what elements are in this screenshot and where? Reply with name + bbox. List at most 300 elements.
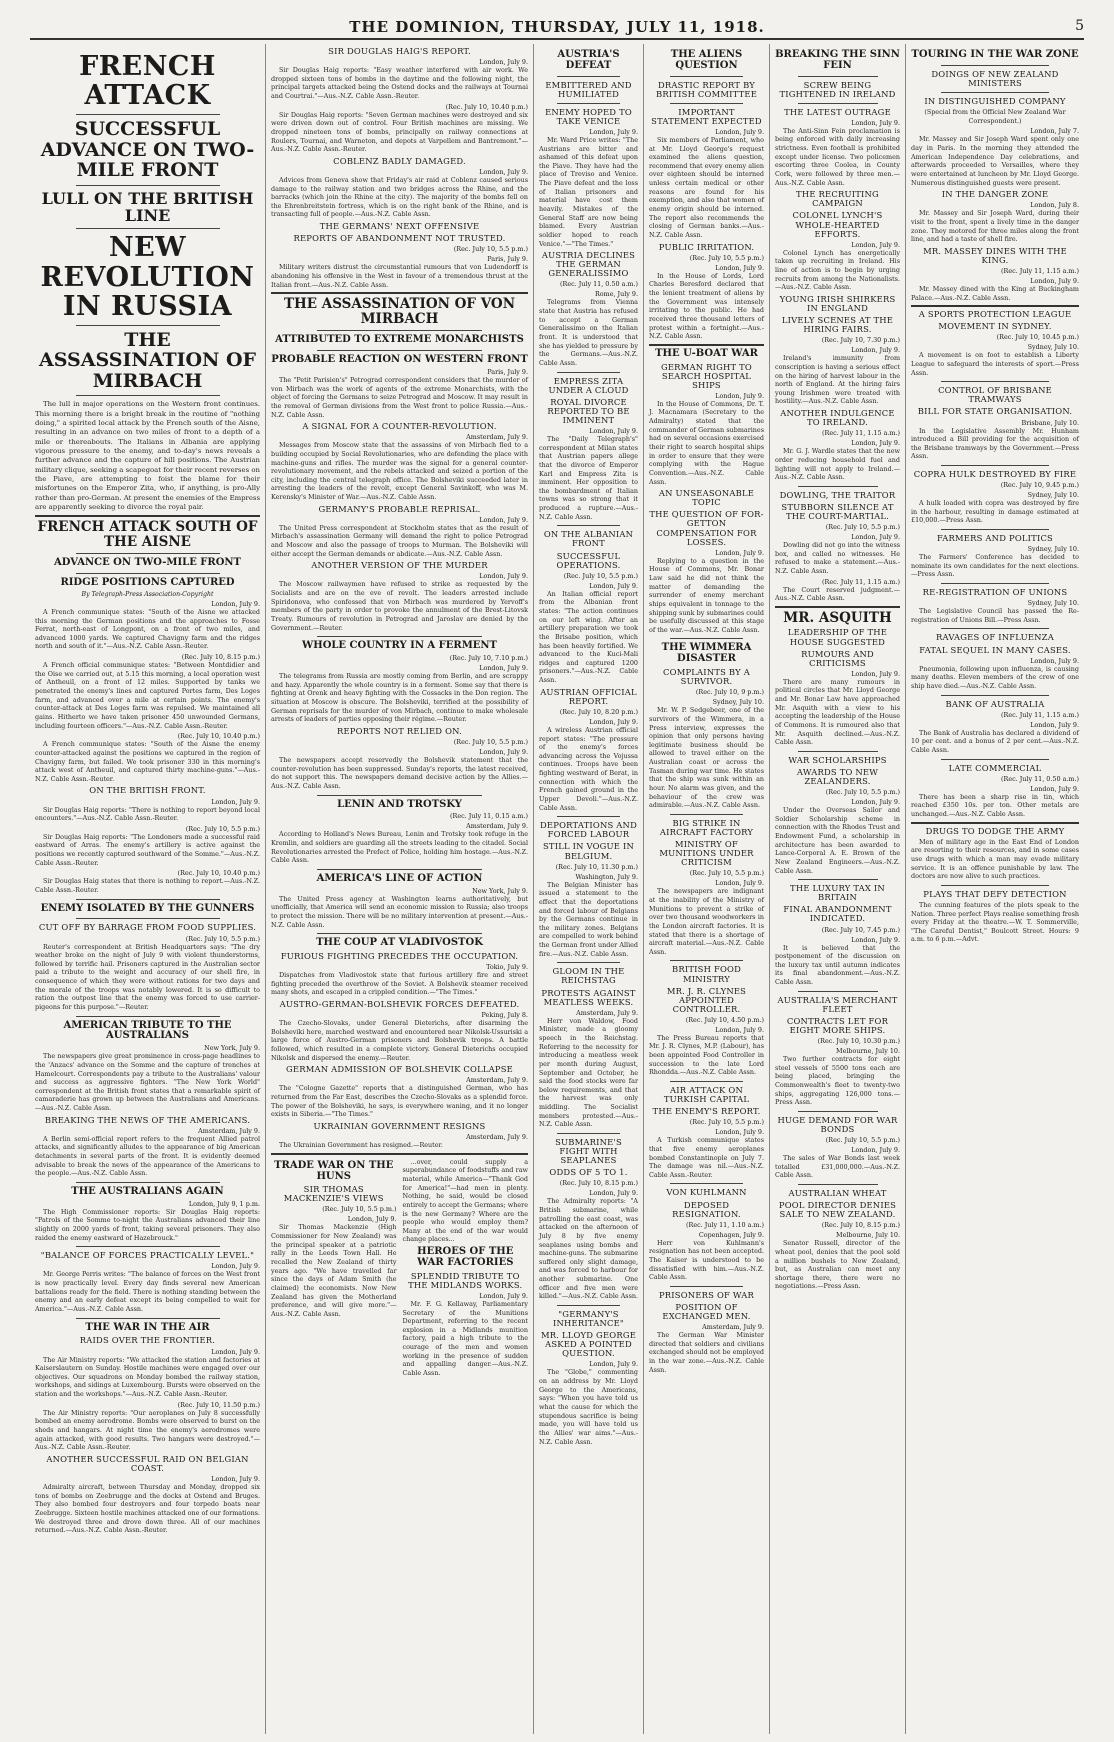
subhead-rumours: RUMOURS AND CRITICISMS (801, 648, 874, 668)
article-paragraph: Dowling did not go into the witness box, and called no witnesses. He refused to make a statement.—Aus.-N.Z. Cable Assn. (775, 541, 900, 575)
headline-u-boat-war: THE U-BOAT WAR (655, 347, 758, 359)
headline-wimmera-disaster: THE WIMMERA DISASTER (661, 642, 752, 665)
article-paragraph: The Farmers' Conference has decided to nominate its own candidates for the next elections.—Press Assn. (911, 553, 1079, 579)
article-paragraph: Herr von Kuhlmann's resignation has not been accepted. The Kaiser is understood to be dissatisfied with him.—Aus.-N.Z. Cable Assn. (649, 1238, 764, 1282)
dateline: London, July 9. (211, 1475, 260, 1484)
subhead-germany-inheritance: "GERMANY'S INHERITANCE" (553, 1309, 624, 1329)
subhead-compensation: THE QUESTION OF FOR-GETTON COMPENSATION FOR LOSSES. (649, 509, 764, 547)
dateline: (Rec. July 10, 10.40 p.m.) (177, 732, 260, 741)
dateline: New York, July 9. (472, 886, 528, 895)
article-paragraph: Dispatches from Vladivostok state that furious artillery fire and street fighting preceded the overthrow of the Soviet. A Bolshevik steamer received many shots, and escaped in a crippled condition.—"The Times." (271, 971, 528, 997)
subhead-balance-of-forces: "BALANCE OF FORCES PRACTICALLY LEVEL." (40, 1250, 255, 1261)
headline-french-attack-aisne: FRENCH ATTACK SOUTH OF THE AISNE (37, 519, 258, 550)
article-paragraph: The telegrams from Russia are mostly coming from Berlin, and are scrappy and hazy. Apparently the whole country is in a ferment. Some say that there is fighting at Orenk and heavy fighting with the Cossacks in the Don region. The situation at Moscow is obscure. The Bolsheviki, terrified at the possibility of German reprisals for the murder of von Mirbach, continue to make wholesale arrests of leaders of parties opposing their régime.—Reuter. (271, 672, 528, 724)
subhead-indulgence: ANOTHER INDULGENCE TO IRELAND. (780, 408, 895, 428)
article-paragraph: An Italian official report from the Albanian front states: "The action continues on our left wing. After an artillery preparation we took the Brisabe position, which has been heavily fortified. We advanced to the Kuci-Mali ridges and captured 1200 prisoners."—Aus.-N.Z. Cable Assn. (539, 589, 638, 685)
dateline: (Rec. July 10, 4.50 p.m.) (685, 1015, 764, 1024)
dateline: Amsterdam, July 9. (466, 1133, 528, 1142)
dateline: (Rec. July 10, 5.5 p.m.) (825, 1136, 900, 1145)
dateline: London, July 9. (211, 599, 260, 608)
dateline: London, July 9. (479, 167, 528, 176)
subhead-still-in-vogue: STILL IN VOGUE IN BELGIUM. (542, 841, 635, 861)
article-paragraph: The Czecho-Slovaks, under General Dieterichs, after disarming the Bolsheviki here, marched westward and encountered near Nikolsk-Ussuriski a large force of Austro-German prisoners and Bolshevik troops. A battle followed, which resulted in a complete victory. General Dieterichs occupied Nikolsk and dispersed the enemy.—Reuter. (271, 1019, 528, 1062)
article-paragraph: The Legislative Council has passed the Re-registration of Unions Bill.—Press Assn. (911, 607, 1079, 624)
headline-extreme-monarchists: ATTRIBUTED TO EXTREME MONARCHISTS (275, 334, 524, 346)
article-paragraph: The Anti-Sinn Fein proclamation is being enforced with daily increasing strictness. Even football is prohibited except under license. Two policemen escorting three Coolea, in County Cork, were followed by three men.—Aus.-N.Z. Cable Assn. (775, 126, 900, 187)
article-paragraph: The Moscow railwaymen have refused to strike as requested by the Socialists and are on the eve of revolt. The leaders arrested include Spiridonova, who confessed that von Mirbach was murdered by Yervoff's members of the party in order to provoke the annulment of the Brest-Litovsk Treaty. Rumours of revolution in Petrograd and Jaroslav are denied by the Government.—Reuter. (271, 580, 528, 632)
dateline: Amsterdam, July 9. (466, 822, 528, 831)
article-paragraph: A movement is on foot to establish a Liberty League to safeguard the interests of sport.—Press Assn. (911, 351, 1079, 377)
article-paragraph: Advices from Geneva show that Friday's air raid at Coblenz caused serious damage to the railway station and two bridges across the Rhine, and the barracks (which join the Rhine at the city). The majority of the bombs fell on the Ehrenbreitstein fortress, which is on the right bank of the Rhine, and is transacting full of people.—Aus.-N.Z. Cable Assn. (271, 175, 528, 219)
dateline: Paris, July 9. (487, 367, 528, 376)
subhead-stubborn-silence: STUBBORN SILENCE AT THE COURT-MARTIAL. (781, 501, 894, 521)
dateline: Peking, July 8. (481, 1011, 528, 1020)
dateline: (Rec. July 10, 7.45 p.m.) (821, 925, 900, 934)
article-paragraph: Military writers distrust the circumstantial rumours that von Ludendorff is abandoning his offensive in the West in favour of a tremendous thrust at the Italian front.—Aus.-N.Z. Cable Assn. (271, 263, 528, 289)
article-paragraph: Mr. Massey and Sir Joseph Ward, during their visit to the front, spent a lively time in the danger zone. They motored for three miles along the front line, and had a taste of shell fire. (911, 209, 1079, 244)
article-paragraph: There are many rumours in political circles that Mr. Lloyd George and Mr. Bonar Law have approached Mr. Asquith with a view to his accepting the leadership of the House of Commons. It is rumoured also that Mr. Asquith declined.—Aus.-N.Z. Cable Assn. (775, 677, 900, 747)
dateline: Sydney, July 10. (712, 698, 764, 707)
subhead-another-version: ANOTHER VERSION OF THE MURDER (311, 560, 488, 571)
headline-trade-war: TRADE WAR ON THE HUNS (274, 1159, 394, 1182)
article-paragraph: Admiralty aircraft, between Thursday and Monday, dropped six tons of bombs on Zeebrugge and the docks at Ostend and Bruges. They also bombed four destroyers and four torpedo boats near Zeebrugge. Sixteen hostile machines attacked one of our formations. We destroyed three and drove down three. All of our machines returned.—Aus.-N.Z. Cable Assn.-Reuter. (35, 1483, 260, 1535)
dateline: London, July 9. (347, 1215, 397, 1224)
headline-heroes-war-factories: HEROES OF THE WAR FACTORIES (417, 1246, 514, 1268)
dateline: London, July 9. (479, 515, 528, 524)
headline-assassination-mirbach: THE ASSASSINATION OF MIRBACH (38, 328, 257, 392)
article-paragraph: It is believed that the postponement of the discussion on the luxury tax until autumn indicates its final abandonment.—Aus.-N.Z. Cable Assn. (775, 943, 900, 987)
subhead-not-relied-on: REPORTS NOT RELIED ON. (336, 725, 462, 736)
dateline: (Rec. July 10, 10.45 p.m.) (996, 333, 1079, 342)
dateline: London, July 9. (479, 572, 528, 581)
subhead-important-statement: IMPORTANT STATEMENT EXPECTED (651, 106, 762, 126)
subhead-late-commercial: LATE COMMERCIAL (948, 762, 1042, 773)
lead-paragraph: The lull in major operations on the Western front continues. This morning there is a bright break in the routine of "nothing doing," a spirited local attack by the French south of the Aisne, resulting in an advance on two miles of front to a depth of a mile or thereabouts. The Italians in Albania are applying vigorous pressure to the enemy, and to-day's news reveals a further advance and the capture of hill positions. The Austrian military clique, seeking a scapegoat for their recent reverses on the Piave, are attempting to foist the blame for their misfortunes on the Emperor Zita, who, if anything, is pro-Ally rather than pro-German. At present the enemies of the Empress are apparently seeking to divorce the royal pair. (35, 400, 260, 511)
dateline: London, July 9. (851, 935, 900, 944)
dateline: Sydney, July 10. (1027, 343, 1079, 352)
subhead-drugs-army: DRUGS TO DODGE THE ARMY (925, 825, 1065, 836)
subhead-drastic-report: DRASTIC REPORT BY BRITISH COMMITTEE (655, 79, 758, 99)
dateline: (Rec. July 10, 8.15 p.m.) (821, 1221, 900, 1230)
subhead-awards: AWARDS TO NEW ZEALANDERS. (796, 766, 879, 787)
subhead-mackenzie: SIR THOMAS MACKENZIE'S VIEWS (283, 1184, 384, 1204)
dateline: (Rec. July 10, 7.30 p.m.) (821, 336, 900, 345)
article-paragraph: The "Daily Telegraph's" correspondent at Milan states that Austrian papers allege that the divorce of Emperor Karl and Empress Zita is imminent. Her opposition to the bombardment of Italian towns was so strong that it produced a rupture.—Aus.-N.Z. Cable Assn. (539, 434, 638, 521)
article-paragraph: Six members of Parliament, who at Mr. Lloyd George's request examined the aliens question, recommend that every enemy alien over eighteen should be interned unless certain medical or other reasons are found for his exemption, and also that women of enemy origin should be interned. The report also recommends the closing of German banks.—Aus.-N.Z. Cable Assn. (649, 135, 764, 239)
subhead-fatal-sequel: FATAL SEQUEL IN MANY CASES. (919, 644, 1071, 655)
article-paragraph: The Court reserved judgment.—Aus.-N.Z. Cable Assn. (775, 585, 900, 603)
dateline: (Rec. July 10, 10.40 p.m.) (445, 102, 528, 111)
headline-coup-vladivostok: THE COUP AT VLADIVOSTOK (316, 937, 483, 949)
dateline: London, July 9, 1 p.m. (188, 1199, 260, 1208)
headline-advance-two-mile: ADVANCE ON TWO-MILE FRONT (53, 557, 242, 569)
subhead-gloom-reichstag: GLOOM IN THE REICHSTAG (552, 966, 625, 986)
subhead-meatless-weeks: PROTESTS AGAINST MEATLESS WEEKS. (541, 987, 636, 1007)
subhead-irish-shirkers: YOUNG IRISH SHIRKERS IN ENGLAND (779, 293, 896, 313)
subhead-splendid-tribute: SPLENDID TRIBUTE TO THE MIDLANDS WORKS. (408, 1270, 523, 1290)
subhead-pointed-question: MR. LLOYD GEORGE ASKED A POINTED QUESTION. (540, 1330, 637, 1359)
subhead-ukrainian-resigns: UKRAINIAN GOVERNMENT RESIGNS (313, 1121, 486, 1131)
subhead-munitions-criticism: MINISTRY OF MUNITIONS UNDER CRITICISM (659, 839, 754, 868)
subhead-war-scholarships: WAR SCHOLARSHIPS (788, 754, 887, 765)
dateline: London, July 9. (715, 548, 764, 557)
dateline: Sydney, July 10. (1027, 545, 1079, 554)
article-paragraph: Sir Douglas Haig states that there is nothing to report.—Aus.-N.Z. Cable Assn.-Reuter. (35, 877, 260, 894)
article-paragraph: Men of military age in the East End of London are resorting to their resources, and in some cases use drugs with which a man may evade military service. It is an offence punishable by law. The doctors are now alive to such practices. (911, 837, 1079, 881)
subhead-war-bonds: HUGE DEMAND FOR WAR BONDS (777, 1114, 898, 1134)
subhead-bank-australia: BANK OF AUSTRALIA (945, 698, 1045, 709)
subhead-food-ministry: BRITISH FOOD MINISTRY (671, 964, 742, 984)
subhead-merchant-fleet: AUSTRALIA'S MERCHANT FLEET (777, 994, 898, 1014)
dateline: (Rec. July 10, 7.10 p.m.) (449, 654, 528, 663)
dateline: Amsterdam, July 9. (466, 1076, 528, 1085)
article-paragraph: The "Petit Parisien's" Petrograd correspondent considers that the murder of von Mirbach was the work of agents of the extreme Monarchists, with the object of forcing the Germans to seize Petrograd and Moscow. It may result in the removal of German divisions from the West front to police Russia.—Aus.-N.Z. Cable Assn. (271, 375, 528, 419)
dateline: London, July 9. (715, 1128, 764, 1137)
article-paragraph: The Air Ministry reports: "We attacked the station and factories at Kaiserslautern on Sunday. Hostile machines were engaged over our objectives. Our squadrons on Monday bombed the railway station, workshops, and sidings at Luxembourg. Bursts were observed on the station and the workshops."—Aus.-N.Z. Cable Assn.-Reuter. (35, 1355, 260, 1399)
headline-new-revolution-russia: NEW REVOLUTION IN RUSSIA (40, 232, 255, 322)
dateline: London, July 9. (715, 263, 764, 272)
subhead-deposed: DEPOSED RESIGNATION. (672, 1199, 741, 1219)
subhead-exchanged-men: POSITION OF EXCHANGED MEN. (662, 1301, 751, 1322)
headline-probable-reaction: PROBABLE REACTION ON WESTERN FRONT (271, 354, 528, 366)
dateline: London, July 7. (1030, 127, 1079, 136)
dateline: London, July 9. (589, 1189, 638, 1198)
dateline: London, July 9. (589, 1360, 638, 1369)
subhead-public-irritation: PUBLIC IRRITATION. (658, 241, 755, 252)
dateline: London, July 9. (589, 127, 638, 136)
dateline: Tokio, July 9. (486, 963, 528, 972)
headline-american-tribute: AMERICAN TRIBUTE TO THE AUSTRALIANS (63, 1019, 232, 1042)
dateline: (Rec. July 10, 5.5 p.m.) (185, 824, 260, 833)
dateline: (Rec. July 11, 1.15 a.m.) (822, 577, 900, 586)
subhead-big-strike: BIG STRIKE IN AIRCRAFT FACTORY (659, 817, 754, 837)
dateline: (Rec. July 10, 8.20 p.m.) (559, 707, 638, 716)
subhead-complaints-survivor: COMPLAINTS BY A SURVIVOR. (663, 667, 750, 687)
subhead-empress-zita: EMPRESS ZITA UNDER A CLOUD (548, 375, 629, 395)
subhead-bolshevik-collapse: GERMAN ADMISSION OF BOLSHEVIK COLLAPSE (286, 1064, 513, 1075)
dateline: (Rec. July 10, 10.40 p.m.) (177, 869, 260, 878)
subhead-final-abandonment: FINAL ABANDONMENT INDICATED. (783, 904, 892, 924)
dateline: (Rec. July 10, 5.5 p.m.) (689, 1118, 764, 1127)
article-paragraph: The sales of War Bonds last week totalled £31,000,000.—Aus.-N.Z. Cable Assn. (775, 1154, 900, 1180)
article-paragraph: Herr von Waldow, Food Minister, made a gloomy speech in the Reichstag. Referring to the necessity for introducing a meatless week per month during August, September and October, he said the food stocks were far below requirements, and that the harvest was only middling. The Socialist members protested.—Aus.-N.Z. Cable Assn. (539, 1016, 638, 1129)
article-paragraph: The Press Bureau reports that Mr. J. R. Clynes, M.P. (Labour), has been appointed Food Controller in succession to the late Lord Rhondda.—Aus.-N.Z. Cable Assn. (649, 1033, 764, 1077)
dateline: London, July 9. (479, 748, 528, 756)
headline-sinn-fein: BREAKING THE SINN FEIN (775, 49, 900, 71)
article-paragraph: Mr. Ward Price writes: "The Austrians are bitter and ashamed of this defeat upon the Piave. They have had the place of Treviso and Venice. The Piave defeat and the loss of Italian prisoners and material have cost them heavily. Mistakes of the General Staff are now being blamed. Every Austrian soldier hoped to reach Venice."—"The Times." (539, 135, 638, 248)
column-2 (266, 44, 534, 1734)
subhead-movement-sydney: MOVEMENT IN SYDNEY. (938, 321, 1052, 332)
dateline: London, July 9. (851, 118, 900, 127)
dateline: (Rec. July 11, 0.50 a.m.) (1001, 774, 1079, 783)
dateline: London, July 9. (851, 439, 900, 448)
page-number: 5 (1075, 18, 1084, 34)
headline-america-line: AMERICA'S LINE OF ACTION (316, 872, 483, 884)
column-1 (30, 44, 266, 1734)
headline-touring-war-zone: TOURING IN THE WAR ZONE (911, 49, 1079, 60)
column-5 (770, 44, 906, 1734)
dateline: (Rec. July 11, 1.15 a.m.) (822, 429, 900, 438)
headline-successful-advance: SUCCESSFUL ADVANCE ON TWO-MILE FRONT (40, 118, 255, 182)
article-paragraph: A French communique states: "South of the Aisne we attacked this morning the German positions and the approaches to Fosse Ferrat, north-east of Longpont, on a front of two miles, and advanced 1000 yards. We captured Chavigny farm and the ridges north and south of it."—Aus.-N.Z. Cable Assn.-Reuter. (35, 607, 260, 651)
dateline: London, July 9. (479, 58, 528, 67)
subhead-massey-king: MR. MASSEY DINES WITH THE KING. (923, 245, 1067, 265)
dateline: Copenhagen, July 9. (698, 1230, 764, 1239)
byline: By Telegraph-Press Association-Copyright (81, 590, 214, 598)
article-paragraph: Sir Douglas Haig reports: "There is nothing to report beyond local encounters."—Aus.-N.Z. Cable Assn.-Reuter. (35, 805, 260, 823)
dateline: (Rec. July 10, 11.50 p.m.) (177, 1400, 260, 1409)
article-paragraph: The "Globe," commenting on an address by Mr. Lloyd George to the Americans, says: "When you have told us what the cause for which the stupendous sacrifice is being made, you will have told us the Allies' war aims."—Aus.-N.Z. Cable Assn. (539, 1368, 638, 1446)
subhead-breaking-news: BREAKING THE NEWS OF THE AMERICANS. (44, 1114, 251, 1125)
dateline: London, July 9. (715, 1025, 764, 1034)
subhead-distinguished-company: IN DISTINGUISHED COMPANY (924, 95, 1066, 106)
headline-french-attack: FRENCH ATTACK (79, 51, 216, 112)
article-paragraph: The newspapers accept reservedly the Bolshevik statement that the counter-revolution has been suppressed. Sunday's reports, the latest received, do not support this. The newspapers demand decisive action by the Allies.—Aus.-N.Z. Cable Assn. (271, 756, 528, 790)
article-paragraph: Mr. W. P. Sedgebeer, one of the survivors of the Wimmera, in a Press interview, expresses the opinion that only persons having legitimate business should be allowed to travel either on the Australian coast or across the Tasman during war time. He states that the ship was sunk within an hour. No alarm was given, and the behaviour of the crew was admirable.—Aus.-N.Z. Cable Assn. (649, 706, 764, 810)
article-paragraph: The Admiralty reports: "A British submarine, while patrolling the east coast, was attacked on the afternoon of July 8 by five enemy seaplanes using bombs and machine-guns. The submarine suffered only slight damage, and was forced to harbour for another submarine. One officer and five men were killed."—Aus.-N.Z. Cable Assn. (539, 1197, 639, 1301)
dateline: (Rec. July 10, 5.5 p.m.) (689, 253, 764, 262)
subhead-turkish-capital: AIR ATTACK ON TURKISH CAPITAL (663, 1085, 750, 1105)
dateline: Washington, July 9. (575, 872, 638, 881)
dateline: London, July 9. (851, 1146, 900, 1155)
article-paragraph: A French official communique states: "Between Montdidier and the Oise we carried out, at 5.15 this morning, a local operation west of Antheuil, on a front of 12 miles. Supported by tanks we penetrated the enemy's lines and captured Portes farm, Des Loges farm, and advanced over a mile at certain points. The enemy's counter-attack at Des Loges farm was repulsed. We maintained all gains. Hitherto we have taken prisoner 450 unwounded Germans, including fourteen officers."—Aus.-N.Z. Cable Assn.-Reuter. (35, 661, 260, 730)
article-paragraph: Senator Russell, director of the wheat pool, denies that the pool sold a million bushels to New Zealand, but, as Australian can meet any shortage there, there were no negotiations.—Press Assn. (775, 1239, 900, 1291)
dateline: London, July 9. (211, 1347, 260, 1356)
dateline: London, July 9. (851, 533, 900, 542)
subhead-screw-tightened: SCREW BEING TIGHTENED IN IRELAND (779, 79, 896, 99)
article-paragraph: The newspapers give great prominence in cross-page headlines to the 'Anzacs' advance on the Somme and the capture of trenches at Hamelcourt. Correspondents pay a tribute to the Australians' valour and success as aggressive fighters. "The New York World" correspondent at the British front states that a remarkable spirit of camaraderie has grown up between the Australians and Americans.—Aus.-N.Z. Cable Assn. (35, 1052, 260, 1113)
dateline: (Rec. July 11, 1.10 a.m.) (686, 1220, 764, 1229)
subhead-pool-director: POOL DIRECTOR DENIES SALE TO NEW ZEALAND. (778, 1200, 897, 1220)
dateline: (Rec. July 10, 8.15 p.m.) (559, 1179, 638, 1188)
dateline: (Rec. July 10, 5.5 p.m.) (825, 523, 900, 532)
subhead-leadership: LEADERSHIP OF THE HOUSE SUGGESTED (787, 627, 888, 647)
article-paragraph: The newspapers are indignant at the inability of the Ministry of Munitions to prevent a strike of over two thousand woodworkers in the London aircraft factories. It is stated that there is a shortage of aircraft material.—Aus.-N.Z. Cable Assn. (649, 887, 764, 956)
subhead-raids-frontier: RAIDS OVER THE FRONTIER. (79, 1335, 216, 1346)
article-paragraph: The Ukrainian Government has resigned.—Reuter. (279, 1141, 443, 1150)
dateline: London, July 9. (715, 879, 764, 888)
subhead-copra-hulk: COPRA HULK DESTROYED BY FIRE (913, 469, 1077, 480)
article-paragraph: According to Holland's News Bureau, Lenin and Trotsky took refuge in the Kremlin, and soldiers are guarding all the streets leading to the citadel. Social Revolutionaries arrested the Prefect of Police, holding him hostage.—Aus.-N.Z. Cable Assn. (271, 830, 528, 865)
dateline: Sydney, July 10. (1027, 491, 1079, 500)
subhead-hiring-fairs: LIVELY SCENES AT THE HIRING FAIRS. (781, 315, 894, 335)
article-paragraph: In the House of Lords, Lord Charles Beresford declared that the lenient treatment of aliens by the Government was intensely irritating to the public. He had received three thousand letters of protest within a fortnight.—Aus.-N.Z. Cable Assn. (649, 271, 764, 341)
dateline: (Rec. July 10, 5.5 p.m.) (453, 738, 528, 746)
subhead-nz-ministers: DOINGS OF NEW ZEALAND MINISTERS (931, 68, 1059, 88)
article-paragraph: The German War Minister directed that soldiers and civilians exchanged should not be employed in the war zone.—Aus.-N.Z. Cable Assn. (649, 1331, 764, 1374)
article-paragraph: Replying to a question in the House of Commons, Mr. Bonar Law said he did not think the matter of demanding the surrender of enemy merchant ships equivalent in tonnage to the shipping sunk by submarines could be usefully discussed at this stage of the war.—Aus.-N.Z. Cable Assn. (649, 556, 764, 634)
column-6 (906, 44, 1084, 1734)
dateline: (Rec. July 11, 0.15 a.m.) (450, 812, 528, 821)
page-columns (30, 44, 1084, 1734)
headline-austria-defeat: AUSTRIA'S DEFEAT (557, 49, 620, 71)
article-paragraph: Sir Douglas Haig reports: "Easy weather interfered with air work. We dropped sixteen tons of bombs in the daytime and the following night, the principal targets attacked being the Ostend docks and the railways at Tournai and Courtrai."—Aus.-N.Z. Cable Assn.-Reuter. (271, 66, 528, 100)
dateline: (Rec. July 10, 8.15 p.m.) (181, 653, 260, 662)
article-paragraph: A hulk loaded with copra was destroyed by fire in the harbour, resulting in damage estimated at £10,000.—Press Assn. (911, 499, 1079, 525)
dateline: London, July 9. (1030, 784, 1079, 793)
subhead-next-offensive: THE GERMANS' NEXT OFFENSIVE (319, 221, 480, 232)
headline-enemy-isolated: ENEMY ISOLATED BY THE GUNNERS (40, 902, 255, 914)
article-paragraph: In the Legislative Assembly Mr. Hunham introduced a Bill providing for the acquisition of the Brisbane tramways by the Government.—Press Assn. (911, 426, 1079, 461)
dateline: London, July 9. (715, 127, 764, 136)
subhead-successful-operations: SUCCESSFUL OPERATIONS. (556, 550, 621, 570)
article-paragraph: Messages from Moscow state that the assassins of von Mirbach fled to a building occupied by Social Revolutionaries, who are defending the place with machine-guns and rifles. The murder was the signal for a general counter-revolutionary movement, and the rebels attacked and seized a portion of the city, including the central telegraph office. The Bolsheviki succeeded later in arresting the leaders of the revolt, except General Savinkoff, who was M. Kerensky's Minister of War.—Aus.-N.Z. Cable Assn. (271, 441, 528, 502)
dateline: London, July 9. (589, 717, 638, 726)
subhead-hospital-ships: GERMAN RIGHT TO SEARCH HOSPITAL SHIPS (660, 361, 753, 390)
dateline: Paris, July 9. (487, 255, 528, 264)
subhead-austrian-official: AUSTRIAN OFFICIAL REPORT. (540, 686, 637, 706)
subhead-embittered: EMBITTERED AND HUMILIATED (545, 79, 632, 99)
column-3 (534, 44, 644, 1734)
subhead-venice: ENEMY HOPED TO TAKE VENICE (545, 106, 632, 126)
article-paragraph: Telegrams from Vienna state that Austria has refused to accept a German Generalissimo on the Italian front. It is understood that she has yielded to pressure by the Germans.—Aus.-N.Z. Cable Assn. (539, 298, 638, 367)
headline-mr-asquith: MR. ASQUITH (783, 609, 892, 626)
article-paragraph: Under the Overseas Sailor and Soldier Scholarship scheme in connection with the Rhodes Trust and Endowment Fund, a scholarship in architecture has been awarded to Lance-Corporal A. E. Brown of the New Zealand Engineers.—Aus.-N.Z. Cable Assn. (775, 806, 900, 875)
dateline: London, July 9. (1030, 720, 1079, 729)
subhead-enemy-report: THE ENEMY'S REPORT. (652, 1106, 761, 1117)
subhead-royal-divorce: ROYAL DIVORCE REPORTED TO BE IMMINENT (547, 396, 630, 425)
subhead-furious-fighting: FURIOUS FIGHTING PRECEDES THE OCCUPATION. (280, 951, 519, 962)
article-paragraph: The United Press agency at Washington learns authoritatively, but unofficially, that America will send an economic mission to Russia; also troops to protect the mission. There will be no military intervention at present.—Aus.-N.Z. Cable Assn. (271, 894, 528, 929)
dateline: (Rec. July 10, 5.5 p.m.) (322, 1205, 397, 1214)
dateline: London, July 9. (1030, 656, 1079, 665)
subhead-state-organisation: BILL FOR STATE ORGANISATION. (917, 406, 1073, 417)
article-paragraph: Colonel Lynch has energetically taken up recruiting in Ireland. His line of action is to begin by urging recruits from among the Nationalists.—Aus.-N.Z. Cable Assn. (775, 248, 900, 292)
dateline: London, July 9. (1030, 276, 1079, 285)
headline-war-in-air: THE WAR IN THE AIR (85, 1321, 210, 1333)
subhead-recruiting: THE RECRUITING CAMPAIGN (796, 189, 879, 209)
subcolumns (271, 1158, 528, 1380)
article-paragraph: Sir Douglas Haig reports: "The Londoners made a successful raid eastward of Arras. The enemy's artillery is active against the positions we recently captured southward of the Somme."—Aus.-N.Z. Cable Assn.-Reuter. (35, 832, 260, 867)
dateline: (Rec. July 10, 5.5 p.m.) (185, 934, 260, 943)
dateline: (Rec. July 10, 5.5 p.m.) (453, 245, 528, 254)
subhead-prisoners-war: PRISONERS OF WAR (658, 1289, 755, 1300)
headline-australians-again: THE AUSTRALIANS AGAIN (71, 1186, 224, 1197)
subhead-cut-off: CUT OFF BY BARRAGE FROM FOOD SUPPLIES. (38, 922, 257, 933)
article-paragraph: A Turkish communique states that five enemy aeroplanes bombed Constantinople on July 7. The damage was nil.—Aus.-N.Z. Cable Assn.-Reuter. (649, 1136, 764, 1179)
dateline: London, July 9. (589, 426, 638, 435)
subhead-dowling: DOWLING, THE TRAITOR (779, 489, 896, 500)
subhead-haig-report: SIR DOUGLAS HAIG'S REPORT. (328, 46, 471, 56)
subhead-danger-zone: IN THE DANGER ZONE (941, 189, 1049, 200)
article-paragraph: Mr. F. G. Kellaway, Parliamentary Secretary of the Munitions Department, referring to the recent explosion in a Midlands munition factory, paid a high tribute to the courage of the men and women working in the presence of sudden and appalling danger.—Aus.-N.Z. Cable Assn. (402, 1299, 528, 1377)
article-paragraph: The Belgian Minister has issued a statement to the effect that the deportations and forced labour of Belgians by the Germans continue in the military zones. Belgians are compelled to work behind the German front under Allied fire.—Aus.-N.Z. Cable Assn. (539, 880, 638, 958)
article-paragraph: Sir Douglas Haig reports: "Seven German machines were destroyed and six were driven down out of control. Four British machines are missing. We dropped nineteen tons of bombs, principally on railway connections at Roulers, Tournai, and Warneton, and depots at Varpellem and Bantremont."—Aus.-N.Z. Cable Assn.-Reuter. (271, 110, 528, 154)
subhead-sports-league: A SPORTS PROTECTION LEAGUE (918, 309, 1072, 320)
article-paragraph: The United Press correspondent at Stockholm states that as the result of Mirbach's assassination Germany will demand the right to police Petrograd and Moscow and also the passage of troops to Murman. The Bolsheviki will either accept the German demands or abdicate.—Aus.-N.Z. Cable Assn. (271, 523, 528, 558)
headline-aliens-question: THE ALIENS QUESTION (670, 49, 743, 71)
article-paragraph: Ireland's immunity from conscription is having a serious effect on the hiring of harvest labour in the north of England. At the hiring fairs young Irishmen were treated with hostility.—Aus.-N.Z. Cable Assn. (775, 354, 900, 406)
subhead-unseasonable-topic: AN UNSEASONABLE TOPIC (658, 488, 755, 508)
subhead-brisbane-tramways: CONTROL OF BRISBANE TRAMWAYS (938, 385, 1052, 405)
dateline: Sydney, July 10. (1027, 599, 1079, 608)
subhead-british-front: ON THE BRITISH FRONT. (89, 785, 206, 796)
dateline: Amsterdam, July 9. (702, 1323, 764, 1332)
dateline: (Rec. July 11, 1.15 a.m.) (1001, 266, 1079, 275)
dateline: Amsterdam, July 9. (198, 1126, 260, 1135)
dateline: (Rec. July 10, 5.5 p.m.) (825, 788, 900, 797)
article-paragraph: Mr. G. J. Wardle states that the new order reducing household fuel and lighting will not apply to Ireland.—Aus.-N.Z. Cable Assn. (775, 447, 900, 482)
subhead-colonel-lynch: COLONEL LYNCH'S WHOLE-HEARTED EFFORTS. (792, 210, 883, 239)
subhead-abandonment: REPORTS OF ABANDONMENT NOT TRUSTED. (293, 233, 506, 244)
subhead-influenza: RAVAGES OF INFLUENZA (936, 632, 1054, 643)
article-paragraph: A Berlin semi-official report refers to the frequent Allied patrol attacks, and significantly alludes to the appearance of big American detachments in several parts of the front. It is evidently deemed advisable to break the news of the appearance of the Americans to the people.—Aus.-N.Z. Cable Assn. (35, 1134, 260, 1178)
article-paragraph: Mr. Massey and Sir Joseph Ward spent only one day in Paris. In the morning they attended the American Independence Day celebrations, and afterwards proceeded to Versailles, where they were entertained at luncheon by Mr. Lloyd George. Numerous distinguished guests were present. (911, 135, 1079, 187)
subhead-farmers-politics: FARMERS AND POLITICS (937, 533, 1053, 544)
dateline: London, July 9. (851, 669, 900, 678)
dateline: London, July 9. (479, 1291, 528, 1300)
article-note: (Special from the Official New Zealand War Correspondent.) (924, 108, 1066, 125)
newspaper-title: THE DOMINION, THURSDAY, JULY 11, 1918. (349, 18, 765, 36)
headline-lull-british-line: LULL ON THE BRITISH LINE (41, 188, 254, 226)
masthead (30, 14, 1084, 40)
article-paragraph: The Bank of Australia has declared a dividend of 10 per cent. and a bonus of 2 per cent.—Aus.-N.Z. Cable Assn. (911, 728, 1079, 754)
subhead-belgian-coast: ANOTHER SUCCESSFUL RAID ON BELGIAN COAST. (46, 1453, 249, 1473)
headline-whole-country-ferment: WHOLE COUNTRY IN A FERMENT (302, 640, 497, 652)
dateline: (Rec. July 10, 10.30 p.m.) (817, 1037, 900, 1046)
article-paragraph: The "Cologne Gazette" reports that a distinguished German, who has returned from the Far East, describes the Czecho-Slovaks as a splendid force. The power of the Bolsheviki, he says, is everywhere waning, and it no longer exists in Siberia.—"The Times." (271, 1084, 528, 1119)
dateline: London, July 8. (1030, 201, 1079, 210)
dateline: Amsterdam, July 9. (466, 433, 528, 442)
dateline: London, July 9. (715, 391, 764, 400)
article-paragraph: Two further contracts for eight steel vessels of 5500 tons each are being placed, bringing the Commonwealth's fleet to twenty-two ships, aggregating 126,000 tons.—Press Assn. (775, 1055, 900, 1107)
dateline: (Rec. July 10, 9 p.m.) (695, 688, 764, 697)
dateline: London, July 9. (851, 240, 900, 249)
dateline: London, July 9. (479, 664, 528, 673)
headline-ridge-positions: RIDGE POSITIONS CAPTURED (60, 577, 235, 589)
dateline: Melbourne, July 10. (836, 1047, 900, 1056)
dateline: Rome, July 9. (594, 290, 638, 299)
article-paragraph: A wireless Austrian official report states: "The pressure of the enemy's forces advancing across the Vojussa continues. Troops have been fighting westward of Berat, in connection with which the French gained ground in the Upper Devoli."—Aus.-N.Z. Cable Assn. (539, 725, 638, 812)
article-paragraph: The Air Ministry reports: "Our aeroplanes on July 8 successfully bombed an enemy aerodrome. Bombs were observed to burst on the sheds and hangars. At night time the enemy's aerodromes were again attacked, with good results. Two hangars were destroyed."—Aus.-N.Z. Cable Assn.-Reuter. (35, 1408, 260, 1452)
advertisement: The cunning features of the plots speak to the Nation. Three perfect Plays realise something fresh every Friday at the theatre.—W. T. Sommerville, "The Careful Dentist," Boulcott Street. Hours: 9 a.m. to 6 p.m.—Advt. (911, 900, 1079, 944)
article-paragraph: A French communique states: "South of the Aisne the enemy counter-attacked against the positions we captured in the region of Chavigny farm, but failed. We took prisoner 330 in this morning's attack west of Antheuil, and captured thirty machine-guns."—Aus.-N.Z. Cable Assn.-Reuter. (35, 740, 260, 783)
column-4 (644, 44, 770, 1734)
dateline: (Rec. July 10, 11.30 p.m.) (555, 862, 638, 871)
subhead-contracts: CONTRACTS LET FOR EIGHT MORE SHIPS. (786, 1015, 889, 1035)
article-paragraph: Pneumonia, following upon influenza, is causing many deaths. Eleven members of the crew of one ship have died.—Aus.-N.Z. Cable Assn. (911, 664, 1079, 690)
article-paragraph: Sir Thomas Mackenzie (High Commissioner for New Zealand) was the principal speaker at a patriotic rally in the Leeds Town Hall. He recalled the New Zealand of thirty years ago. "We have travelled far since the days of Adam Smith (he claimed) the economists. Now New Zealand has given the Motherland preference, and will give more."—Aus.-N.Z. Cable Assn. (271, 1223, 397, 1318)
dateline: (Rec. July 10, 5.5 p.m.) (689, 869, 764, 878)
subhead-germany-reprisal: GERMANY'S PROBABLE REPRISAL. (318, 503, 481, 514)
subhead-von-kuhlmann: VON KUHLMANN (666, 1187, 747, 1198)
dateline: London, July 9. (851, 346, 900, 355)
dateline: (Rec. July 11, 1.15 a.m.) (1001, 710, 1079, 719)
headline-assassination-von-mirbach: THE ASSASSINATION OF VON MIRBACH (283, 296, 516, 327)
headline-lenin-trotsky: LENIN AND TROTSKY (337, 798, 462, 810)
subhead-clynes: MR. J. R. CLYNES APPOINTED CONTROLLER. (666, 985, 747, 1014)
subhead-australian-wheat: AUSTRALIAN WHEAT (788, 1187, 887, 1198)
article-paragraph: ...over, could supply a superabundance of foodstuffs and raw material, while America—"Thank God for America!"—had men in plenty. Nothing, he said, would be closed entirely to accept the Germans; where is the new Germany? Where are the people who would employ them? Many at the end of the war would change places... (402, 1157, 528, 1244)
dateline: (Rec. July 11, 0.50 a.m.) (560, 280, 638, 289)
subhead-plays-detection: PLAYS THAT DEFY DETECTION (923, 888, 1067, 899)
article-paragraph: Mr. George Perris writes: "The balance of forces on the West front is now practically level. Every day finds several new American battalions ready for the field. There is nothing standing between the enemy and an early defeat except its being compelled to wait for America."—Aus.-N.Z. Cable Assn. (35, 1270, 260, 1313)
article-paragraph: The High Commissioner reports: Sir Douglas Haig reports: "Patrols of the Somme to-night the Australians advanced their line slightly on 2000 yards of front, taking several prisoners. They also raided the enemy eastward of Hazebrouck." (35, 1207, 260, 1242)
dateline: London, July 9. (211, 1262, 260, 1271)
subhead-luxury-tax: THE LUXURY TAX IN BRITAIN (790, 883, 885, 903)
dateline: Melbourne, July 10. (836, 1231, 900, 1240)
dateline: (Rec. July 10, 9.45 p.m.) (1000, 481, 1079, 490)
dateline: London, July 9. (851, 798, 900, 807)
dateline: (Rec. July 10, 5.5 p.m.) (563, 571, 638, 580)
dateline: London, July 9. (211, 797, 260, 806)
article-paragraph: Reuter's correspondent at British Headquarters says: "The dry weather broke on the night of July 9 with violent thunderstorms, followed by terrific hail. Prisoners captured in the Australian sector paid a tribute to the weight and accuracy of our shell fire, in consequence of which they were without rations for two days and the morale of the troops was notably lowered. It is so difficult to ration the outpost line that the enemy was forced to use carrier-pigeons for this purpose."—Reuter. (35, 942, 260, 1011)
subhead-forces-defeated: AUSTRO-GERMAN-BOLSHEVIK FORCES DEFEATED. (279, 999, 520, 1010)
subhead-counter-revolution: A SIGNAL FOR A COUNTER-REVOLUTION. (302, 421, 497, 432)
article-paragraph: There has been a sharp rise in tin, which reached £350 10s. per ton. Other metals are unchanged.—Aus.-N.Z. Cable Assn. (911, 792, 1079, 818)
subhead-deportations: DEPORTATIONS AND FORCED LABOUR (540, 820, 637, 840)
dateline: London, July 9. (589, 581, 638, 590)
